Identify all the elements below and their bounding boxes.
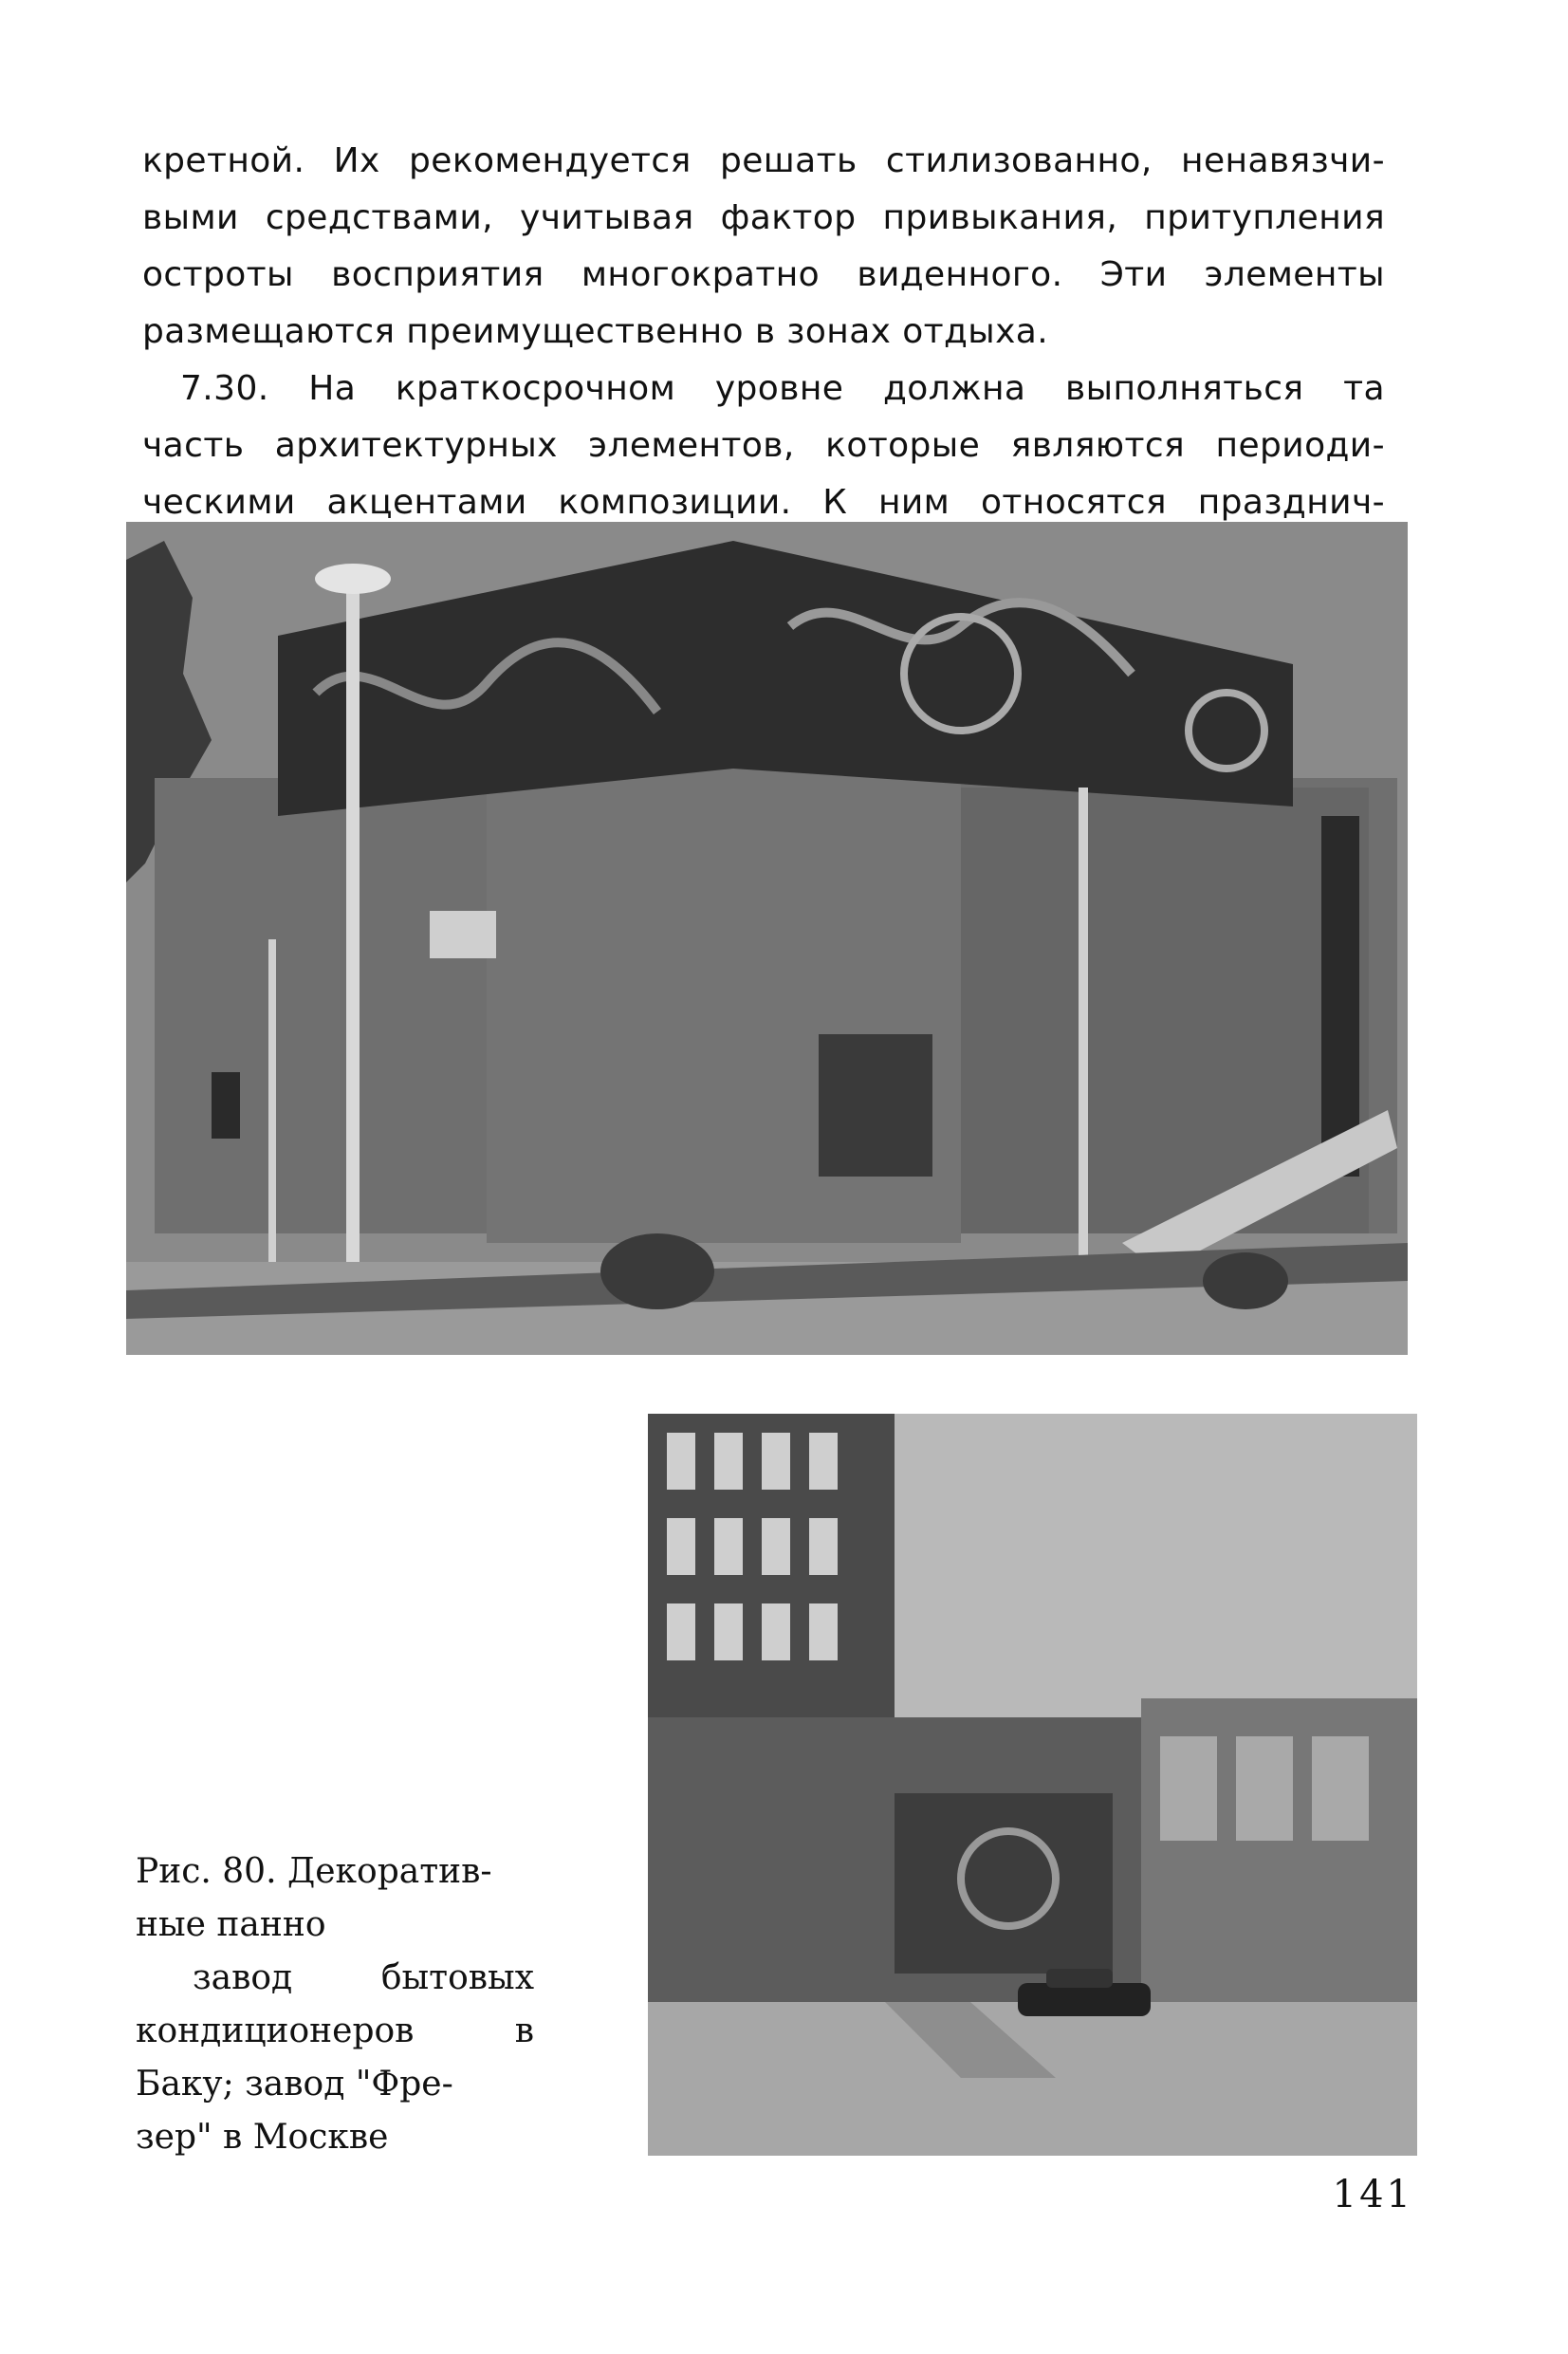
figure-caption xyxy=(136,1845,534,2164)
text-line: выми средствами, учитывая фактор привыкания, притупления xyxy=(142,198,1385,237)
caption-line: зер" в Москве xyxy=(136,2118,389,2157)
text-line: часть архитектурных элементов, которые являются периоди- xyxy=(142,426,1385,465)
caption-line: завод бытовых xyxy=(193,1958,534,1997)
photo-frezer-plant-drawing xyxy=(648,1414,1417,2156)
text-line: ческими акцентами композиции. К ним относятся празднич- xyxy=(142,483,1385,522)
photo-building-baku xyxy=(126,522,1408,1355)
caption-line: кондиционеров в xyxy=(136,2011,534,2050)
caption-line: Баку; завод "Фре- xyxy=(136,2065,453,2104)
photo-building-baku-drawing xyxy=(126,522,1408,1355)
text-line: остроты восприятия многократно виденного. Эти элементы xyxy=(142,255,1385,294)
body-text xyxy=(142,133,1385,531)
text-line: 7.30. На краткосрочном уровне должна выполняться та xyxy=(180,369,1385,408)
text-line: кретной. Их рекомендуется решать стилизованно, ненавязчи- xyxy=(142,141,1385,180)
photo-frezer-plant xyxy=(648,1414,1417,2156)
page-number: 141 xyxy=(1332,2173,1413,2216)
text-line: размещаются преимущественно в зонах отдыха. xyxy=(142,312,1049,351)
caption-line: ные панно xyxy=(136,1905,326,1944)
caption-line: Рис. 80. Декоратив- xyxy=(136,1852,492,1891)
